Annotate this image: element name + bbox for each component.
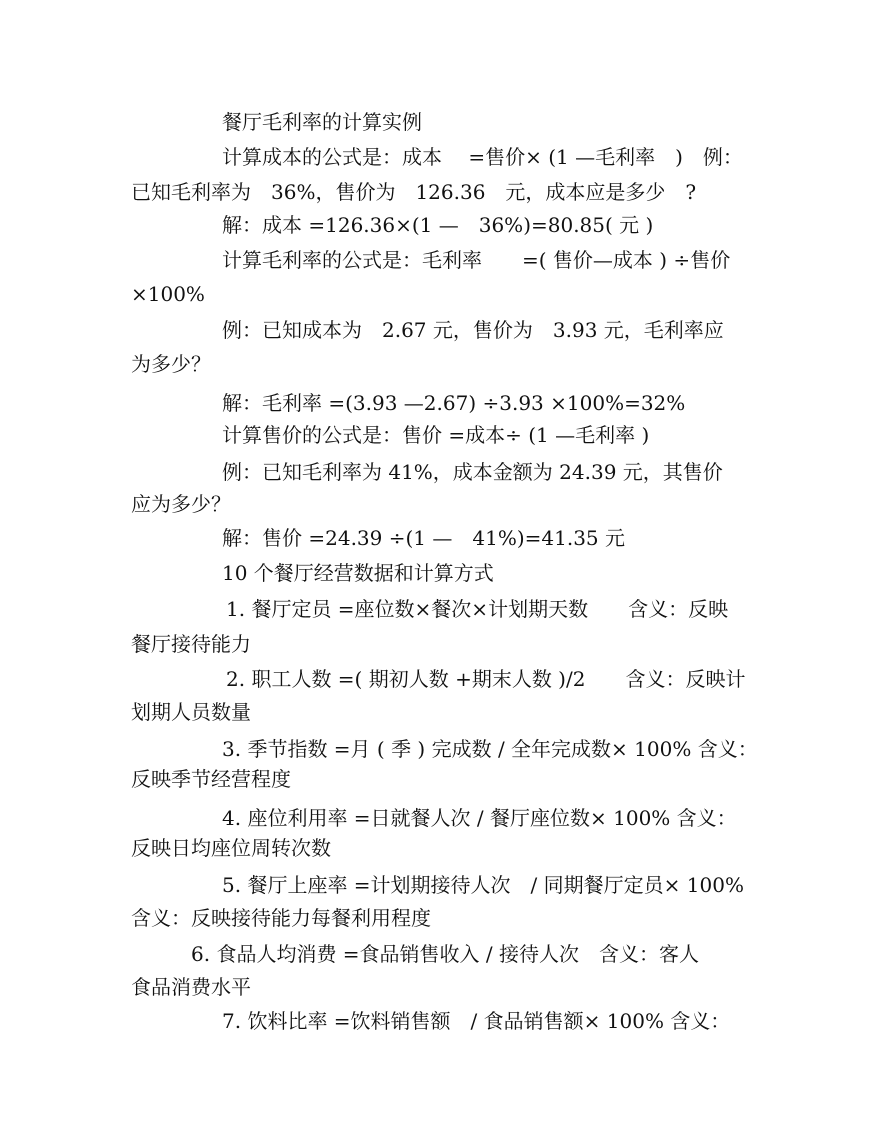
section-heading: 10 个餐厅经营数据和计算方式 (222, 561, 494, 585)
text-line: 例：已知成本为 2.67 元，售价为 3.93 元，毛利率应 (222, 318, 724, 342)
text-line: 反映季节经营程度 (131, 767, 291, 791)
list-item: 7. 饮料比率 =饮料销售额 / 食品销售额× 100% 含义： (222, 1009, 731, 1033)
text-line: 应为多少？ (131, 492, 231, 516)
text-line: 计算售价的公式是：售价 =成本÷ (1 —毛利率 ) (222, 423, 650, 447)
text-line: 解：售价 =24.39 ÷(1 — 41%)=41.35 元 (222, 526, 625, 550)
text-line: 解：成本 =126.36×(1 — 36%)=80.85( 元 ) (222, 213, 654, 237)
text-line: 食品消费水平 (131, 975, 251, 999)
text-line: 已知毛利率为 36%，售价为 126.36 元，成本应是多少 ? (131, 180, 697, 204)
text-line: 为多少？ (131, 352, 211, 376)
text-line: 例：已知毛利率为 41%，成本金额为 24.39 元，其售价 (222, 460, 723, 484)
text-line: 餐厅接待能力 (131, 632, 251, 656)
text-line: 解：毛利率 =(3.93 —2.67) ÷3.93 ×100%=32% (222, 391, 686, 415)
text-line: 含义：反映接待能力每餐利用程度 (131, 906, 431, 930)
text-line: 计算毛利率的公式是：毛利率 =( 售价—成本 ) ÷售价 (222, 248, 731, 272)
list-item: 5. 餐厅上座率 =计划期接待人次 / 同期餐厅定员× 100% (222, 873, 744, 897)
list-item: 3. 季节指数 =月 ( 季 ) 完成数 / 全年完成数× 100% 含义： (222, 737, 758, 761)
text-line: 计算成本的公式是：成本 =售价× (1 —毛利率 ) 例： (222, 145, 743, 169)
list-item: 1. 餐厅定员 =座位数×餐次×计划期天数 含义：反映 (226, 597, 729, 621)
text-line: 反映日均座位周转次数 (131, 836, 331, 860)
document-title: 餐厅毛利率的计算实例 (222, 110, 422, 134)
list-item: 6. 食品人均消费 =食品销售收入 / 接待人次 含义：客人 (191, 942, 700, 966)
text-line: 划期人员数量 (131, 700, 251, 724)
list-item: 2. 职工人数 =( 期初人数 +期末人数 )/2 含义：反映计 (226, 667, 746, 691)
list-item: 4. 座位利用率 =日就餐人次 / 餐厅座位数× 100% 含义： (222, 806, 737, 830)
text-line: ×100% (131, 282, 205, 306)
